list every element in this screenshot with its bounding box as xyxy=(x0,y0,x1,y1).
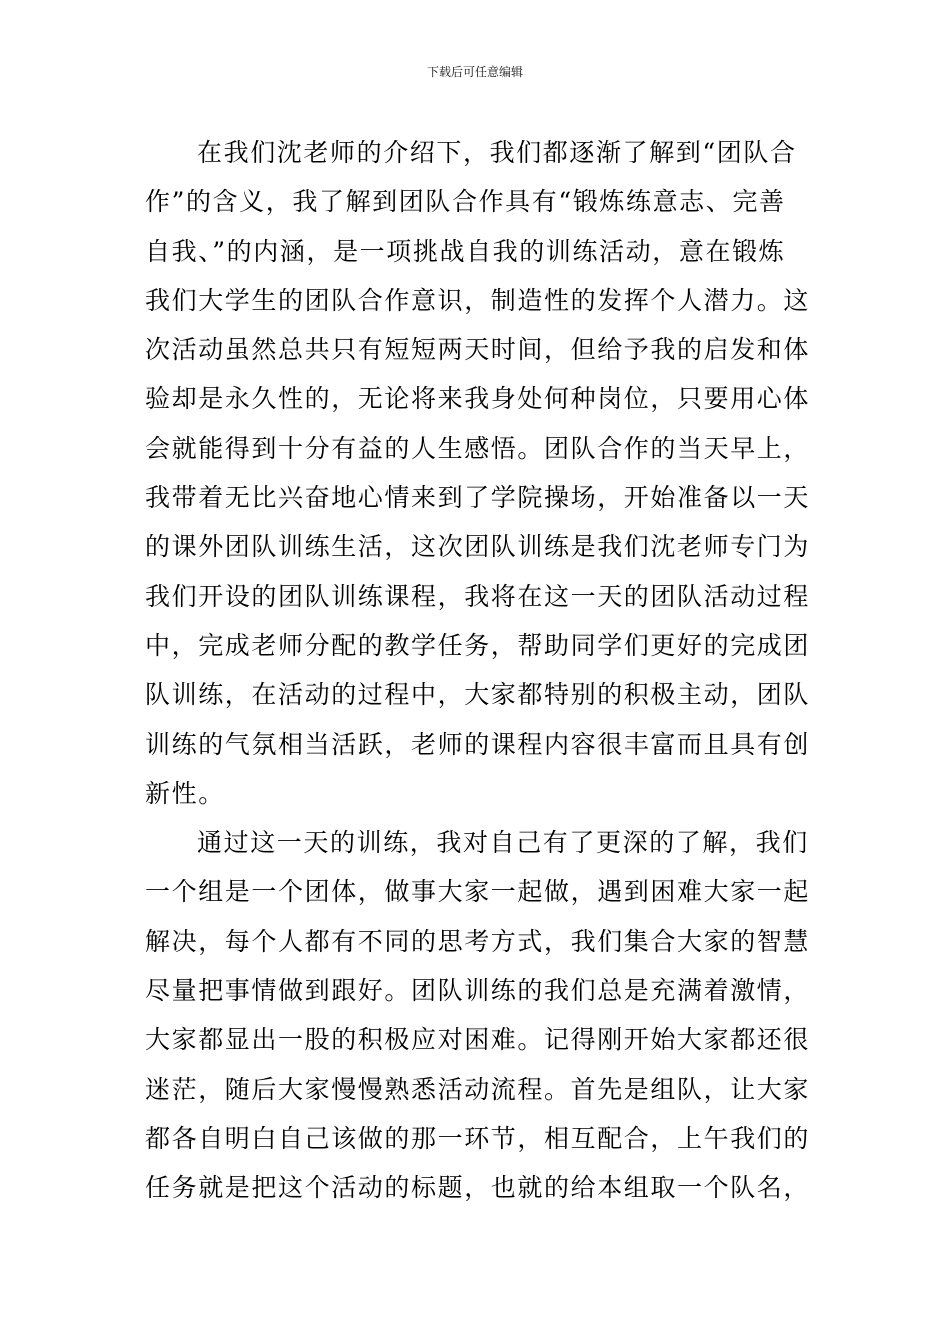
text-line: 队训练，在活动的过程中，大家都特别的积极主动，团队 xyxy=(145,680,811,710)
text-line: 我们开设的团队训练课程，我将在这一天的团队活动过程 xyxy=(145,581,811,611)
text-line: 大家都显出一股的积极应对困难。记得刚开始大家都还很 xyxy=(145,1025,811,1055)
text-line: 次活动虽然总共只有短短两天时间，但给予我的启发和体 xyxy=(145,335,811,365)
text-line: 的课外团队训练生活，这次团队训练是我们沈老师专门为 xyxy=(145,532,811,562)
text-line: 通过这一天的训练，我对自己有了更深的了解，我们 xyxy=(197,828,809,858)
text-line: 我带着无比兴奋地心情来到了学院操场，开始准备以一天 xyxy=(145,483,811,513)
text-line: 我们大学生的团队合作意识，制造性的发挥个人潜力。这 xyxy=(145,285,811,315)
text-line: 一个组是一个团体，做事大家一起做，遇到困难大家一起 xyxy=(145,877,811,907)
paragraph-1 xyxy=(145,128,811,818)
page-header: 下载后可任意编辑 xyxy=(426,65,523,79)
text-line: 迷茫，随后大家慢慢熟悉活动流程。首先是组队，让大家 xyxy=(145,1074,811,1104)
text-line: 都各自明白自己该做的那一环节，相互配合，上午我们的 xyxy=(145,1123,811,1153)
text-line: 验却是永久性的，无论将来我身处何种岗位，只要用心体 xyxy=(145,384,811,414)
document-body xyxy=(145,128,811,1213)
text-line: 任务就是把这个活动的标题，也就的给本组取一个队名， xyxy=(145,1173,811,1203)
text-line: 作”的含义，我了解到团队合作具有“锻炼练意志、完善 xyxy=(145,187,786,217)
text-line: 解决，每个人都有不同的思考方式，我们集合大家的智慧 xyxy=(145,926,811,956)
text-line: 尽量把事情做到跟好。团队训练的我们总是充满着激情， xyxy=(145,976,811,1006)
text-line: 中，完成老师分配的教学任务，帮助同学们更好的完成团 xyxy=(145,630,811,660)
text-line: 训练的气氛相当活跃，老师的课程内容很丰富而且具有创 xyxy=(145,729,811,759)
text-line: 会就能得到十分有益的人生感悟。团队合作的当天早上， xyxy=(145,433,811,463)
text-line: 新性。 xyxy=(145,778,225,808)
text-line: 自我、”的内涵，是一项挑战自我的训练活动，意在锻炼 xyxy=(145,236,786,266)
text-line: 在我们沈老师的介绍下，我们都逐渐了解到“团队合 xyxy=(197,138,797,167)
paragraph-2 xyxy=(145,818,811,1212)
